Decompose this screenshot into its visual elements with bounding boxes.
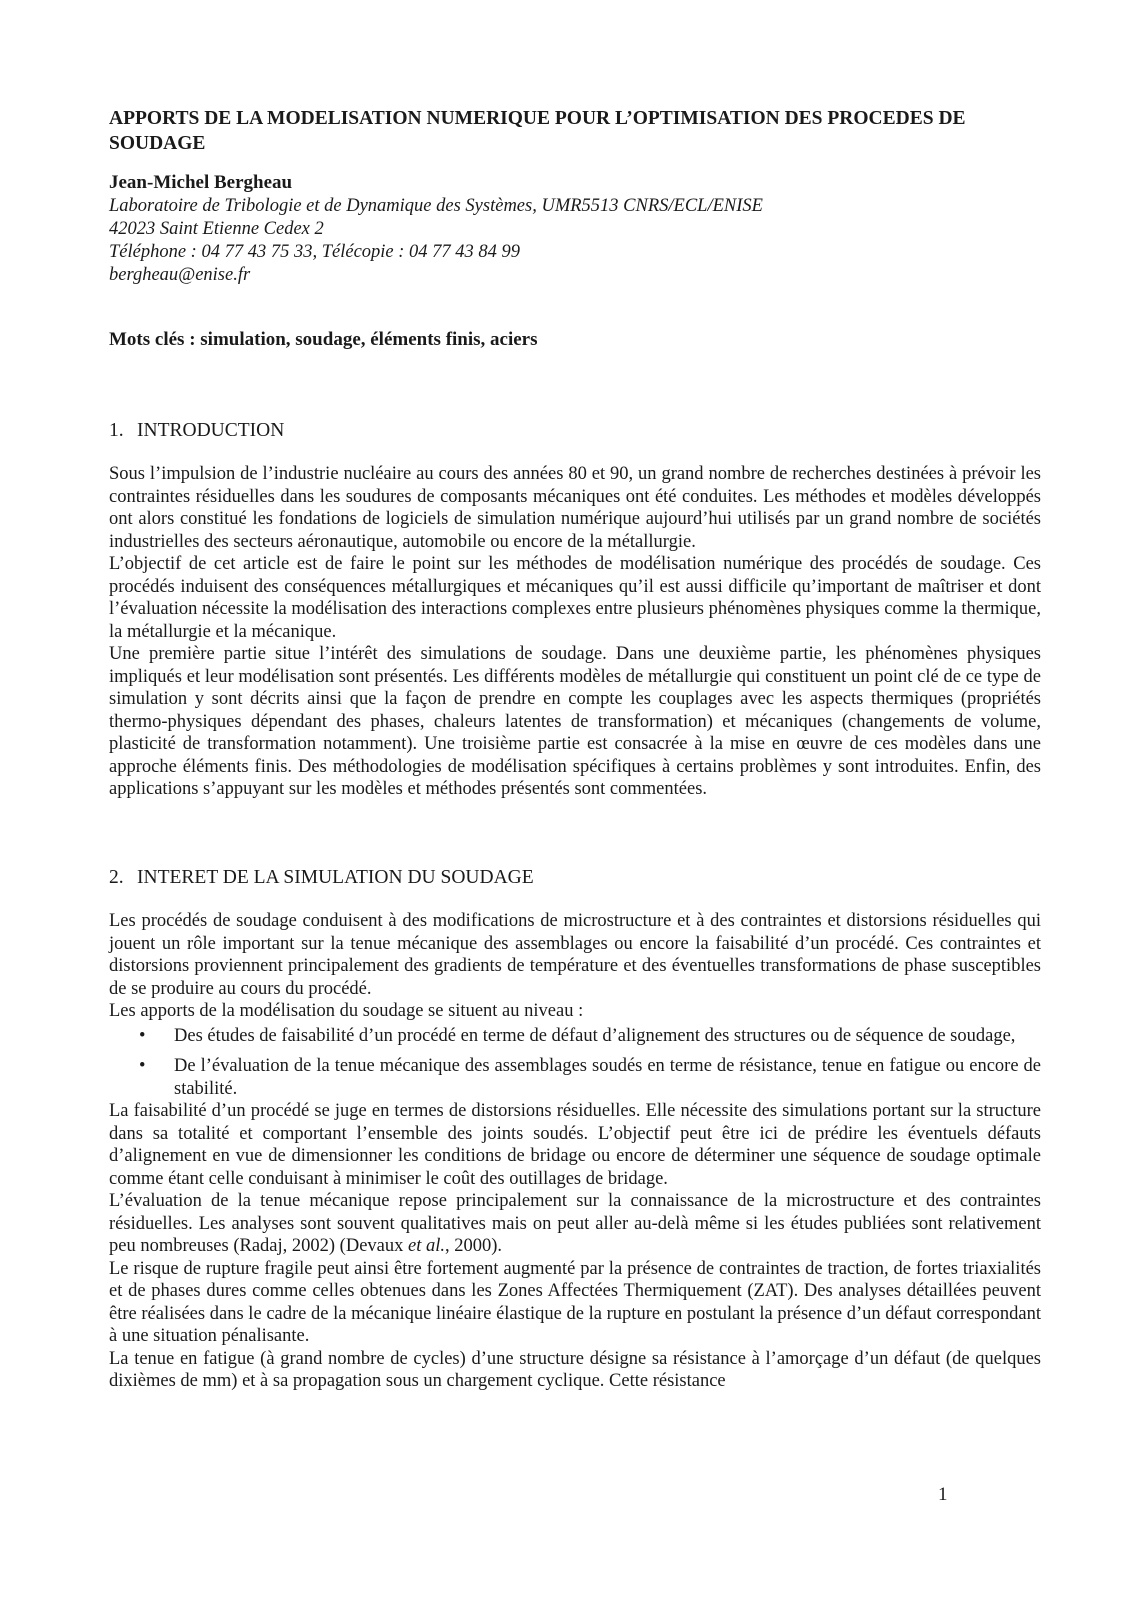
author-affiliation: Laboratoire de Tribologie et de Dynamique des Systèmes, UMR5513 CNRS/ECL/ENISE — [109, 196, 763, 216]
list-item-text: De l’évaluation de la tenue mécanique des assemblages soudés en terme de résistance, tenue en fatigue ou encore de stabilité. — [174, 1056, 1041, 1099]
bullet-icon: • — [139, 1056, 146, 1076]
section-heading-introduction — [109, 419, 1041, 443]
list-item — [109, 1025, 1041, 1048]
list-item-text: Des études de faisabilité d’un procédé en terme de défaut d’alignement des structures ou de séquence de soudage, — [174, 1025, 1016, 1046]
paragraph: Le risque de rupture fragile peut ainsi être fortement augmenté par la présence de contraintes de traction, de fortes triaxialités et de phases dures comme celles obtenues dans les Zones Affectées Thermiquement (ZAT). Des analyses détaillées peuvent être réalisées dans le cadre de la mécanique linéaire élastique de la rupture en postulant la présence d’un défaut correspondant à une situation pénalisante. — [109, 1258, 1041, 1346]
keywords: Mots clés : simulation, soudage, éléments finis, aciers — [109, 329, 538, 350]
author-name: Jean-Michel Bergheau — [109, 172, 293, 193]
section-number: 2. — [109, 867, 124, 888]
paragraph: Les apports de la modélisation du soudage se situent au niveau : — [109, 1001, 584, 1021]
citation-text-before: L’évaluation de la tenue mécanique repose principalement sur la connaissance de la microstructure et des contraintes résiduelles. Les analyses sont souvent qualitatives mais on peut aller au-delà même si les études publiées sont relativement peu nombreuses (Radaj, 2002) (Devaux — [109, 1191, 1041, 1256]
paragraph: Les procédés de soudage conduisent à des modifications de microstructure et à des contraintes et distorsions résiduelles qui jouent un rôle important sur la tenue mécanique des assemblages ou encore la faisabilité d’un procédé. Ces contraintes et distorsions proviennent principalement des gradients de température et des éventuelles transformations de phase susceptibles de se produire au cours du procédé. — [109, 911, 1041, 999]
section-body-interet — [109, 910, 1041, 1393]
paragraph: La tenue en fatigue (à grand nombre de cycles) d’une structure désigne sa résistance à l’amorçage d’un défaut (de quelques dixièmes de mm) et à sa propagation sous un chargement cyclique. Cette résistance — [109, 1348, 1041, 1391]
section-heading-interet — [109, 866, 1041, 890]
paragraph: L’objectif de cet article est de faire le point sur les méthodes de modélisation numérique des procédés de soudage. Ces procédés induisent des conséquences métallurgiques et mécaniques qu’il est aussi difficile qu’important de maîtriser et dont l’évaluation nécessite la modélisation des interactions complexes entre plusieurs phénomènes physiques comme la thermique, la métallurgie et la mécanique. — [109, 554, 1041, 642]
citation-italic: et al. — [408, 1236, 445, 1256]
section-body-introduction — [109, 463, 1041, 801]
author-address: 42023 Saint Etienne Cedex 2 — [109, 219, 324, 239]
citation-text-after: , 2000). — [445, 1236, 503, 1256]
author-phone: Téléphone : 04 77 43 75 33, Télécopie : 04 77 43 84 99 — [109, 242, 521, 262]
paragraph-with-citation — [109, 1190, 1041, 1258]
section-title: INTRODUCTION — [137, 420, 285, 441]
bullet-list — [109, 1025, 1041, 1101]
section-number: 1. — [109, 420, 124, 441]
paper-title: APPORTS DE LA MODELISATION NUMERIQUE POUR L’OPTIMISATION DES PROCEDES DE SOUDAGE — [109, 108, 966, 154]
paragraph: Sous l’impulsion de l’industrie nucléaire au cours des années 80 et 90, un grand nombre de recherches destinées à prévoir les contraintes résiduelles dans les soudures de composants mécaniques ont été conduites. Les méthodes et modèles développés ont alors constitué les fondations de logiciels de simulation numérique aujourd’hui utilisés par un grand nombre de sociétés industrielles des secteurs aéronautique, automobile ou encore de la métallurgie. — [109, 464, 1041, 552]
paragraph: La faisabilité d’un procédé se juge en termes de distorsions résiduelles. Elle nécessite des simulations portant sur la structure dans sa totalité et comportant l’ensemble des joints soudés. L’objectif peut être ici de prédire les éventuels défauts d’alignement en vue de dimensionner les conditions de bridage ou encore de déterminer une séquence de soudage optimale comme étant celle conduisant à minimiser le coût des outillages de bridage. — [109, 1101, 1041, 1189]
author-email: bergheau@enise.fr — [109, 265, 251, 285]
bullet-icon: • — [139, 1025, 146, 1046]
page-number: 1 — [938, 1484, 948, 1505]
section-title: INTERET DE LA SIMULATION DU SOUDAGE — [137, 867, 534, 888]
author-block — [109, 171, 1041, 287]
list-item — [109, 1055, 1041, 1100]
paragraph: Une première partie situe l’intérêt des simulations de soudage. Dans une deuxième partie, les phénomènes physiques impliqués et leur modélisation sont présentés. Les différents modèles de métallurgie qui constituent un point clé de ce type de simulation y sont décrits ainsi que la façon de prendre en compte les couplages avec les aspects thermiques (propriétés thermo-physiques dépendant des phases, chaleurs latentes de transformation) et mécaniques (changements de volume, plasticité de transformation notamment). Une troisième partie est consacrée à la mise en œuvre de ces modèles dans une approche éléments finis. Des méthodologies de modélisation spécifiques à certains problèmes y sont introduites. Enfin, des applications s’appuyant sur les modèles et méthodes présentés sont commentées. — [109, 644, 1041, 799]
